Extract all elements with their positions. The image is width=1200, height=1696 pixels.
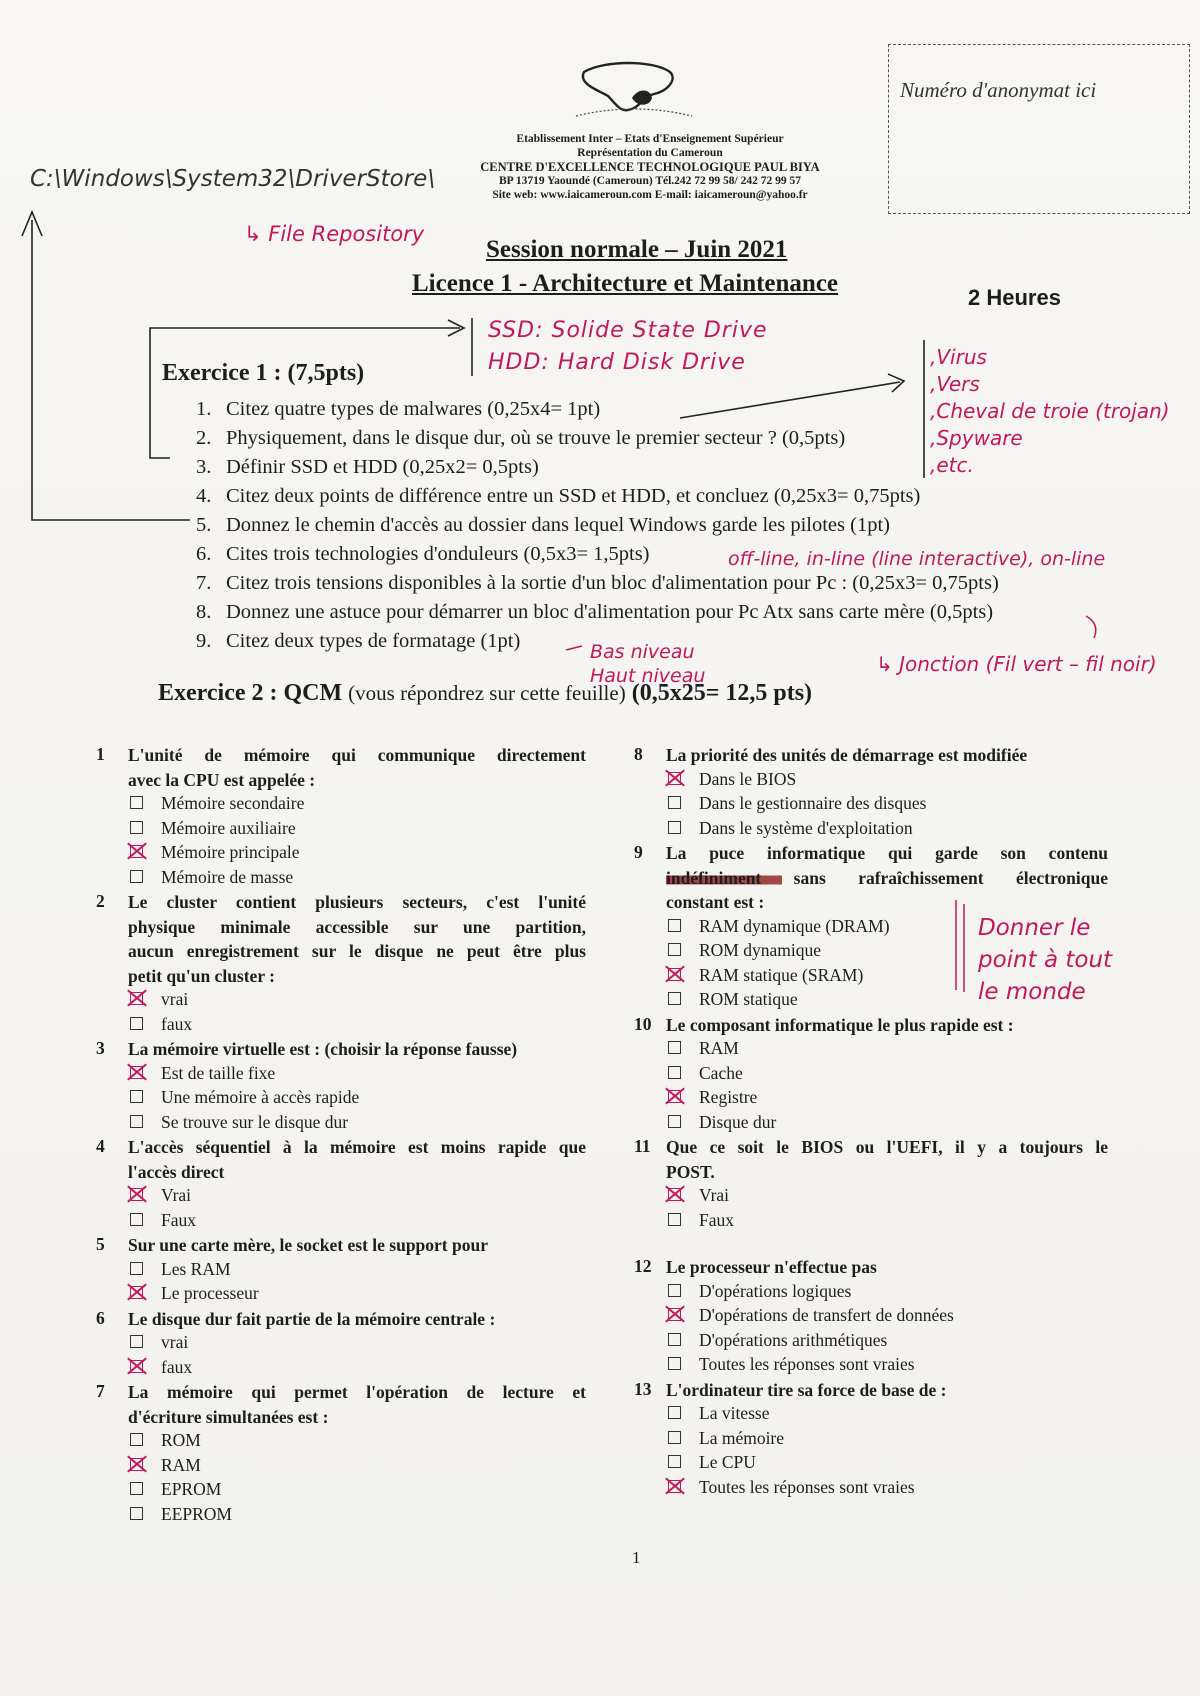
qcm-option-label: Se trouve sur le disque dur — [161, 1111, 349, 1132]
checkbox-icon[interactable] — [130, 1433, 143, 1446]
checkbox-icon[interactable] — [130, 796, 143, 809]
qcm-option-label: Mémoire secondaire — [161, 793, 305, 813]
qcm-option[interactable] — [130, 1112, 348, 1133]
qcm-question-text: L'accès séquentiel à la mémoire est moins rapide que — [128, 1137, 586, 1157]
ex1-question: 3. Définir SSD et HDD (0,25x2= 0,5pts) — [196, 456, 539, 478]
checkbox-icon[interactable] — [130, 1213, 143, 1226]
qcm-question-text: Le cluster contient plusieurs secteurs, c'est l'unité — [128, 892, 586, 912]
qcm-option-label: Toutes les réponses sont vraies — [699, 1476, 915, 1497]
qcm-option[interactable] — [130, 1479, 221, 1500]
checkbox-icon[interactable] — [668, 1041, 681, 1054]
ex1-question: 8. Donnez une astuce pour démarrer un bloc d'alimentation pour Pc Atx sans carte mère (0,5pts) — [196, 601, 994, 623]
qcm-option[interactable] — [668, 1305, 954, 1326]
checkbox-icon[interactable] — [668, 1213, 681, 1226]
qcm-option-label: Faux — [161, 1209, 196, 1230]
qcm-option-label: Est de taille fixe — [161, 1062, 276, 1083]
qcm-option-label: ROM — [161, 1430, 201, 1450]
qcm-question-text: Sur une carte mère, le socket est le support pour — [128, 1235, 488, 1255]
qcm-option-label: Dans le système d'exploitation — [699, 817, 913, 838]
annotation-alimentation: ↳ Jonction (Fil vert – fil noir) — [876, 652, 1157, 676]
qcm-option[interactable] — [130, 1357, 192, 1378]
qcm-option-label: Dans le gestionnaire des disques — [699, 793, 927, 813]
qcm-option[interactable] — [668, 769, 796, 790]
checkbox-icon[interactable] — [668, 1284, 681, 1297]
qcm-option-label: D'opérations logiques — [699, 1280, 852, 1301]
qcm-option[interactable] — [668, 1038, 739, 1059]
qcm-option-label: D'opérations arithmétiques — [699, 1329, 888, 1350]
qcm-option[interactable] — [130, 1185, 191, 1206]
ex1-question: 7. Citez trois tensions disponibles à la sortie d'un bloc d'alimentation pour Pc : (0,25x3= 0,75pts) — [196, 572, 999, 594]
duration-label: 2 Heures — [968, 285, 1061, 310]
qcm-option[interactable] — [668, 1403, 769, 1424]
qcm-option-label: Toutes les réponses sont vraies — [699, 1354, 915, 1374]
qcm-option[interactable] — [130, 793, 304, 814]
checkbox-icon[interactable] — [668, 919, 681, 932]
checkbox-icon[interactable] — [130, 1017, 143, 1030]
qcm-option[interactable] — [130, 989, 188, 1010]
qcm-option[interactable] — [668, 940, 821, 961]
qcm-option-label: Registre — [699, 1087, 758, 1107]
formatage-item: Bas niveau — [590, 641, 695, 663]
qcm-option[interactable] — [668, 1210, 734, 1231]
checkbox-icon[interactable] — [668, 1406, 681, 1419]
qcm-option[interactable] — [668, 1281, 851, 1302]
checkbox-icon[interactable] — [668, 1066, 681, 1079]
checkbox-icon[interactable] — [130, 1507, 143, 1520]
ex1-question: 2. Physiquement, dans le disque dur, où se trouve le premier secteur ? (0,5pts) — [196, 427, 846, 449]
qcm-question-text: petit qu'un cluster : — [128, 965, 275, 986]
qcm-option[interactable] — [130, 1014, 192, 1035]
qcm-question-text: d'écriture simultanées est : — [128, 1406, 329, 1427]
qcm-question-number: 13 — [634, 1378, 652, 1399]
qcm-option-label: EPROM — [161, 1479, 222, 1499]
qcm-option[interactable] — [130, 1283, 259, 1304]
qcm-option-label: RAM — [699, 1038, 739, 1058]
qcm-question-number: 3 — [96, 1038, 105, 1058]
formatage-item: Haut niveau — [590, 665, 706, 687]
qcm-option-label: La mémoire — [699, 1427, 785, 1448]
checked-checkbox-icon[interactable] — [130, 1066, 143, 1079]
qcm-option[interactable] — [130, 1455, 201, 1476]
qcm-question-number: 9 — [634, 842, 643, 862]
checked-checkbox-icon[interactable] — [668, 1090, 681, 1103]
qcm-option-label: Le CPU — [699, 1452, 756, 1472]
malware-item: ,etc. — [930, 453, 974, 477]
qcm-option[interactable] — [668, 1477, 915, 1498]
malware-item: ,Cheval de troie (trojan) — [930, 399, 1170, 423]
qcm-option-label: Le processeur — [161, 1283, 259, 1303]
checked-checkbox-icon[interactable] — [668, 1188, 681, 1201]
qcm-option[interactable] — [668, 1428, 784, 1449]
qcm-question-text: L'ordinateur tire sa force de base de : — [666, 1379, 947, 1400]
est-line-2: Représentation du Cameroun — [577, 147, 723, 159]
ex1-question: 6. Cites trois technologies d'onduleurs (0,5x3= 1,5pts) — [196, 543, 650, 565]
checkbox-icon[interactable] — [668, 1431, 681, 1444]
qcm-option[interactable] — [130, 1430, 201, 1451]
qcm-option-label: Faux — [699, 1209, 734, 1230]
qcm-option[interactable] — [130, 1504, 232, 1525]
qcm-question-text: aucun enregistrement sur le disque ne peut être plus — [128, 941, 586, 961]
checked-checkbox-icon[interactable] — [668, 1308, 681, 1321]
licence-title: Licence 1 - Architecture et Maintenance — [412, 270, 839, 297]
qcm-option[interactable] — [668, 1087, 757, 1108]
ex1-question: 9. Citez deux types de formatage (1pt) — [196, 630, 521, 652]
qcm-question-text: constant est : — [666, 892, 765, 912]
qcm-question-text: Que ce soit le BIOS ou l'UEFI, il y a toujours le — [666, 1137, 1108, 1157]
qcm-option-label: La vitesse — [699, 1403, 770, 1423]
checkbox-icon[interactable] — [668, 992, 681, 1005]
qcm-option-label: faux — [161, 1013, 193, 1034]
qcm-option[interactable] — [130, 842, 300, 863]
checkbox-icon[interactable] — [668, 943, 681, 956]
qcm-option[interactable] — [668, 1354, 915, 1375]
est-line-4: BP 13719 Yaoundé (Cameroun) Tél.242 72 99 58/ 242 72 99 57 — [499, 175, 801, 187]
qcm-question-text: La mémoire qui permet l'opération de lecture et — [128, 1382, 586, 1402]
checked-checkbox-icon[interactable] — [130, 845, 143, 858]
qcm-option[interactable] — [668, 989, 798, 1010]
qcm-option-label: Cache — [699, 1062, 743, 1083]
qcm-option-label: vrai — [161, 1332, 189, 1352]
qcm-option-label: Dans le BIOS — [699, 768, 797, 789]
qcm-question-text: Le processeur n'effectue pas — [666, 1257, 877, 1277]
checkbox-icon[interactable] — [130, 1335, 143, 1348]
annotation-onduleurs: off-line, in-line (line interactive), on-line — [728, 548, 1106, 570]
checkbox-icon[interactable] — [130, 870, 143, 883]
checked-checkbox-icon[interactable] — [130, 1458, 143, 1471]
checkbox-icon[interactable] — [668, 1115, 681, 1128]
checkbox-icon[interactable] — [668, 1455, 681, 1468]
exercise-2-title: Exercice 2 : QCM (vous répondrez sur cette feuille) (0,5x25= 12,5 pts) — [158, 680, 813, 706]
checkbox-icon[interactable] — [130, 1482, 143, 1495]
qcm-question-text: Le disque dur fait partie de la mémoire centrale : — [128, 1308, 496, 1329]
est-line-3: CENTRE D'EXCELLENCE TECHNOLOGIQUE PAUL BIYA — [480, 160, 820, 174]
qcm-question-text: avec la CPU est appelée : — [128, 769, 316, 790]
qcm-option-label: D'opérations de transfert de données — [699, 1305, 954, 1325]
est-line-5: Site web: www.iaicameroun.com E-mail: iaicameroun@yahoo.fr — [492, 189, 808, 201]
qcm-question-text: indéfiniment sans rafraîchissement électronique — [666, 867, 1108, 888]
checkbox-icon[interactable] — [668, 796, 681, 809]
qcm-question-number: 7 — [96, 1381, 105, 1401]
qcm-option-label: RAM statique (SRAM) — [699, 964, 864, 985]
anonymat-label: Numéro d'anonymat ici — [900, 78, 1097, 102]
checked-checkbox-icon[interactable] — [668, 1480, 681, 1493]
qcm-option[interactable] — [668, 1185, 729, 1206]
annotation-file-repository: ↳ File Repository — [244, 222, 425, 246]
qcm-option[interactable] — [130, 818, 296, 839]
malware-item: ,Spyware — [930, 426, 1023, 450]
checked-checkbox-icon[interactable] — [130, 1286, 143, 1299]
checkbox-icon[interactable] — [668, 1357, 681, 1370]
qcm-question-text: POST. — [666, 1161, 715, 1182]
ex1-question: 1. Citez quatre types de malwares (0,25x4= 1pt) — [196, 398, 601, 420]
qcm-option-label: Mémoire de masse — [161, 866, 294, 887]
annotation-hdd: HDD: Hard Disk Drive — [488, 350, 746, 375]
checkbox-icon[interactable] — [130, 1090, 143, 1103]
page-number: 1 — [632, 1548, 641, 1567]
ex1-question: 4. Citez deux points de différence entre un SSD et HDD, et concluez (0,25x3= 0,75pts) — [196, 485, 921, 507]
checked-checkbox-icon[interactable] — [130, 1188, 143, 1201]
qcm-question-number: 10 — [634, 1013, 652, 1034]
qcm-option[interactable] — [668, 1452, 756, 1473]
qcm-question-number: 6 — [96, 1307, 105, 1328]
qcm-question-number: 5 — [96, 1234, 105, 1254]
qcm-question-number: 11 — [634, 1136, 651, 1156]
qcm-option[interactable] — [668, 1063, 743, 1084]
qcm-option[interactable] — [130, 1087, 359, 1108]
malware-item: ,Virus — [930, 345, 987, 369]
checkbox-icon[interactable] — [130, 1115, 143, 1128]
annotation-ssd: SSD: Solide State Drive — [488, 318, 768, 343]
checkbox-icon[interactable] — [668, 1333, 681, 1346]
checkbox-icon[interactable] — [130, 1262, 143, 1275]
qcm-option[interactable] — [130, 1259, 231, 1280]
qcm-question-text: La mémoire virtuelle est : (choisir la réponse fausse) — [128, 1039, 518, 1059]
note-line: Donner le — [978, 915, 1091, 941]
qcm-question-number: 12 — [634, 1256, 652, 1276]
qcm-question-text: Le composant informatique le plus rapide est : — [666, 1014, 1014, 1035]
qcm-question-number: 4 — [96, 1136, 105, 1156]
qcm-option-label: ROM statique — [699, 989, 798, 1009]
checkbox-icon[interactable] — [668, 821, 681, 834]
checkbox-icon[interactable] — [130, 821, 143, 834]
qcm-option-label: Vrai — [699, 1185, 730, 1205]
annotation-driver-path: C:\Windows\System32\DriverStore\ — [30, 166, 436, 192]
checked-checkbox-icon[interactable] — [130, 992, 143, 1005]
checked-checkbox-icon[interactable] — [130, 1360, 143, 1373]
qcm-question-text: l'accès direct — [128, 1161, 225, 1182]
qcm-question-text: La puce informatique qui garde son contenu — [666, 843, 1108, 863]
qcm-option-label: Disque dur — [699, 1111, 777, 1132]
qcm-option-label: EEPROM — [161, 1503, 232, 1524]
qcm-option-label: RAM — [161, 1454, 201, 1475]
checked-checkbox-icon[interactable] — [668, 772, 681, 785]
qcm-option-label: RAM dynamique (DRAM) — [699, 915, 890, 936]
qcm-option[interactable] — [668, 965, 863, 986]
qcm-option-label: ROM dynamique — [699, 940, 822, 960]
qcm-option[interactable] — [668, 916, 890, 937]
qcm-option-label: Mémoire principale — [161, 842, 300, 862]
note-line: le monde — [978, 979, 1086, 1005]
qcm-question-number: 8 — [634, 744, 643, 764]
qcm-option[interactable] — [130, 867, 293, 888]
qcm-option-label: vrai — [161, 989, 189, 1009]
note-line: point à tout — [978, 947, 1113, 973]
exercise-1-title: Exercice 1 : (7,5pts) — [162, 360, 365, 386]
qcm-question-text: La priorité des unités de démarrage est modifiée — [666, 745, 1028, 765]
qcm-option[interactable] — [668, 818, 913, 839]
qcm-option-label: Mémoire auxiliaire — [161, 817, 296, 838]
qcm-option-label: Une mémoire à accès rapide — [161, 1087, 360, 1107]
qcm-question-number: 1 — [96, 744, 105, 764]
qcm-option[interactable] — [668, 1330, 887, 1351]
malware-arrow-line — [680, 382, 900, 418]
ex1-question: 5. Donnez le chemin d'accès au dossier dans lequel Windows garde les pilotes (1pt) — [196, 514, 890, 536]
est-line-1: Etablissement Inter – Etats d'Enseignement Supérieur — [516, 133, 784, 145]
qcm-question-number: 2 — [96, 891, 105, 911]
qcm-option[interactable] — [668, 793, 926, 814]
checked-checkbox-icon[interactable] — [668, 968, 681, 981]
qcm-option-label: faux — [161, 1356, 193, 1377]
qcm-option[interactable] — [668, 1112, 776, 1133]
qcm-question-text: L'unité de mémoire qui communique directement — [128, 745, 586, 765]
session-title: Session normale – Juin 2021 — [486, 236, 788, 263]
qcm-option[interactable] — [130, 1332, 188, 1353]
qcm-option-label: Vrai — [161, 1185, 192, 1205]
qcm-option[interactable] — [130, 1063, 275, 1084]
qcm-option[interactable] — [130, 1210, 196, 1231]
qcm-option-label: Les RAM — [161, 1258, 231, 1279]
malware-item: ,Vers — [930, 372, 980, 396]
qcm-question-text: physique minimale accessible sur une partition, — [128, 916, 586, 937]
